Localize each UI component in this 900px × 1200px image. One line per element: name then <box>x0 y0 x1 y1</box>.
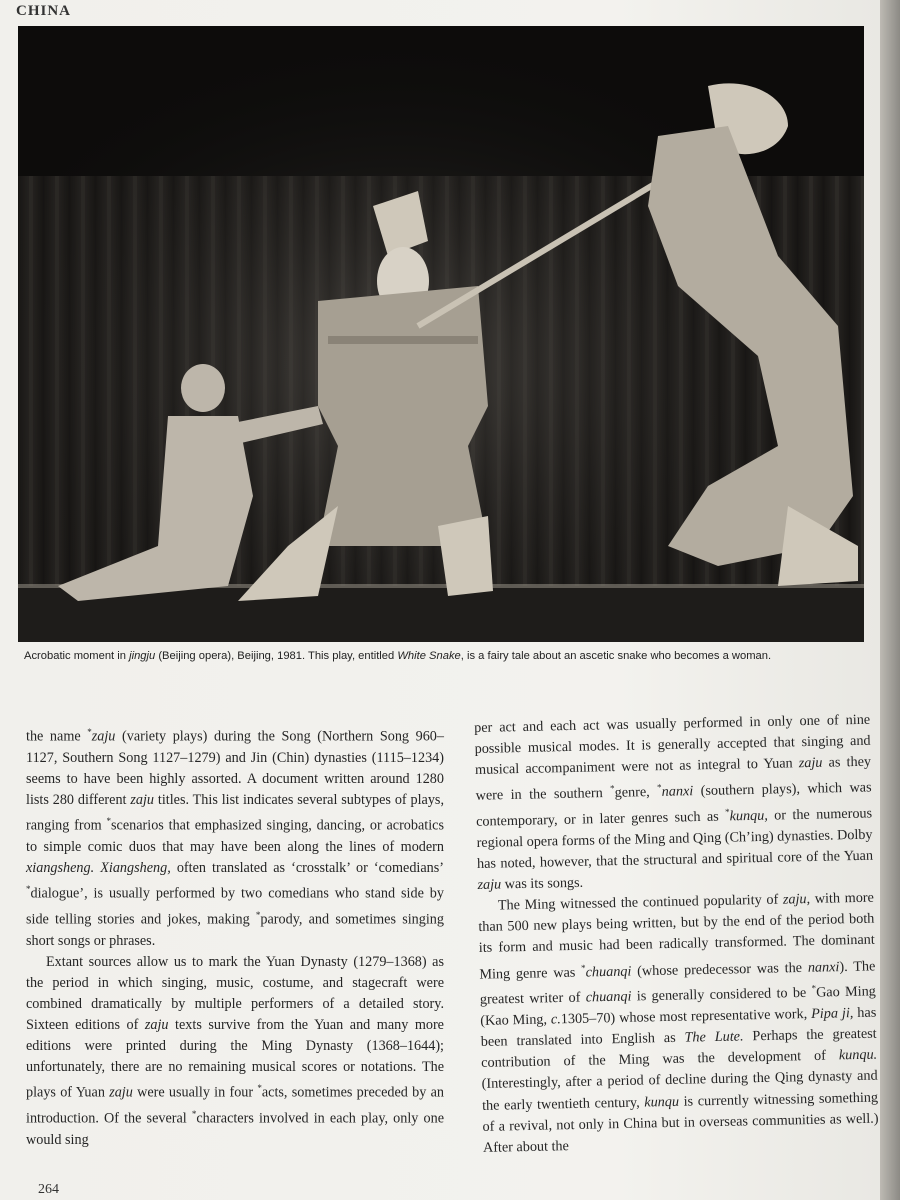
page-number: 264 <box>38 1182 59 1197</box>
cross-reference-mark: * <box>106 816 112 827</box>
text-run: the name <box>26 728 88 745</box>
text-run: acts, sometimes preceded by an introduction. Of the several <box>26 1085 444 1127</box>
text-run: genre, <box>614 784 658 802</box>
italic-term: nanxi <box>661 783 694 801</box>
italic-term: chuanqi <box>585 988 632 1006</box>
italic-term: kunqu, <box>729 807 769 825</box>
figure-caption: Acrobatic moment in jingju (Beijing opera), Beijing, 1981. This play, entitled White Snake, is a fairy tale about an ascetic snake who becomes a woman. <box>24 650 772 662</box>
cross-reference-mark: * <box>811 983 817 994</box>
body-paragraph <box>26 722 444 952</box>
cross-reference-mark: * <box>87 727 92 737</box>
cross-reference-mark: * <box>580 962 586 973</box>
text-run: scenarios that emphasized singing, dancing, or acrobatics to simple comic duos that may have been along the lines of modern <box>26 817 444 855</box>
italic-term: zaju <box>477 876 502 894</box>
cross-reference-mark: * <box>26 884 31 895</box>
text-run: as they were in the southern <box>475 753 872 804</box>
text-run: titles. This list indicates several subtypes of plays, ranging from <box>26 792 445 834</box>
text-run: were usually in four <box>132 1085 258 1102</box>
body-paragraph <box>478 888 879 1159</box>
cross-reference-mark: * <box>724 806 730 817</box>
text-run: is currently witnessing something of a revival, not only in China but in overseas communities as well.) After about the <box>482 1089 879 1156</box>
italic-term: kunqu <box>644 1093 680 1111</box>
text-run: characters involved in each play, only one would sing <box>26 1111 445 1149</box>
cross-reference-mark: * <box>657 782 662 793</box>
body-column-left <box>26 722 444 1151</box>
italic-term: xiangsheng. Xiangsheng, <box>26 860 171 877</box>
text-run: The Ming witnessed the continued popularity of <box>497 891 784 914</box>
italic-term: zaju <box>798 754 823 772</box>
body-paragraph <box>474 710 874 896</box>
cross-reference-mark: * <box>191 1109 197 1120</box>
text-run: parody, and sometimes singing short songs or phrases. <box>26 911 444 949</box>
text-run: Gao Ming (Kao Ming, <box>480 983 877 1030</box>
page-edge <box>880 0 900 1200</box>
text-run: 1305–70) whose most representative work, <box>560 1006 812 1028</box>
text-run: dialogue’, is usually performed by two comedians who stand side by side telling stories and jokes, making <box>26 885 444 928</box>
italic-term: zaju <box>91 728 116 745</box>
text-run: has been translated into English as <box>480 1004 877 1051</box>
italic-term: zaju <box>130 792 155 809</box>
text-run: per act and each act was usually performed in only one of nine possible musical modes. It is generally accepted that singing and musical accompaniment were not as integral to Yuan <box>474 711 871 779</box>
text-run: (southern plays), which was contemporary, or in later genres such as <box>476 779 872 830</box>
text-run: (whose predecessor was the <box>631 959 809 979</box>
text-run: texts survive from the Yuan and many more editions were printed during the Ming Dynasty (1368–1644); unfortunately, there are no remaining musical scores or notations. The plays of Yuan <box>26 1017 444 1102</box>
text-run: Extant sources allow us to mark the Yuan Dynasty (1279–1368) as the period in which singing, music, costume, and stagecraft were combined dramatically by multiple performers of a detailed story. Sixteen editions of <box>26 953 444 1034</box>
italic-term: nanxi <box>807 958 840 976</box>
text-run: ). The greatest writer of <box>479 957 876 1008</box>
running-head: CHINA <box>16 3 72 19</box>
text-run: with more than 500 new plays being written, but by the end of the period both its form and music had been radically transformed. The dominant Ming genre was <box>478 889 875 983</box>
italic-term: zaju <box>144 1017 169 1034</box>
cross-reference-mark: * <box>257 1083 262 1094</box>
italic-term: zaju, <box>782 891 811 908</box>
text-run: often translated as ‘crosstalk’ or ‘comedians’ <box>170 860 444 877</box>
italic-term: c. <box>550 1011 561 1028</box>
text-run: was its songs. <box>500 874 584 893</box>
text-run: (variety plays) during the Song (Northern Song 960–1127, Southern Song 1127–1279) and Jin (Chin) dynasties (1115–1234) seems to have been highly assorted. A document written around 1280 lists 280 different <box>26 728 444 809</box>
text-run: or the numerous regional opera forms of the Ming and Qing (Ch’ing) dynasties. Dolby has noted, however, that the structural and spiritual core of the Yuan <box>476 805 874 872</box>
body-paragraph <box>26 952 444 1151</box>
text-run: (Interestingly, after a period of decline during the Qing dynasty and the early twentieth century, <box>481 1068 878 1114</box>
italic-term: chuanqi <box>585 962 632 980</box>
photo-illustration <box>18 26 864 642</box>
italic-term: Pipa ji, <box>810 1005 854 1023</box>
italic-term: kunqu. <box>838 1046 878 1064</box>
italic-term: zaju <box>109 1085 133 1102</box>
text-run: Perhaps the greatest contribution of the Ming was the development of <box>481 1025 877 1072</box>
text-run: is generally considered to be <box>631 985 812 1005</box>
italic-term: The Lute. <box>684 1028 744 1046</box>
opera-photograph <box>18 26 864 642</box>
cross-reference-mark: * <box>610 783 615 794</box>
body-column-right <box>474 710 879 1159</box>
cross-reference-mark: * <box>255 909 261 920</box>
